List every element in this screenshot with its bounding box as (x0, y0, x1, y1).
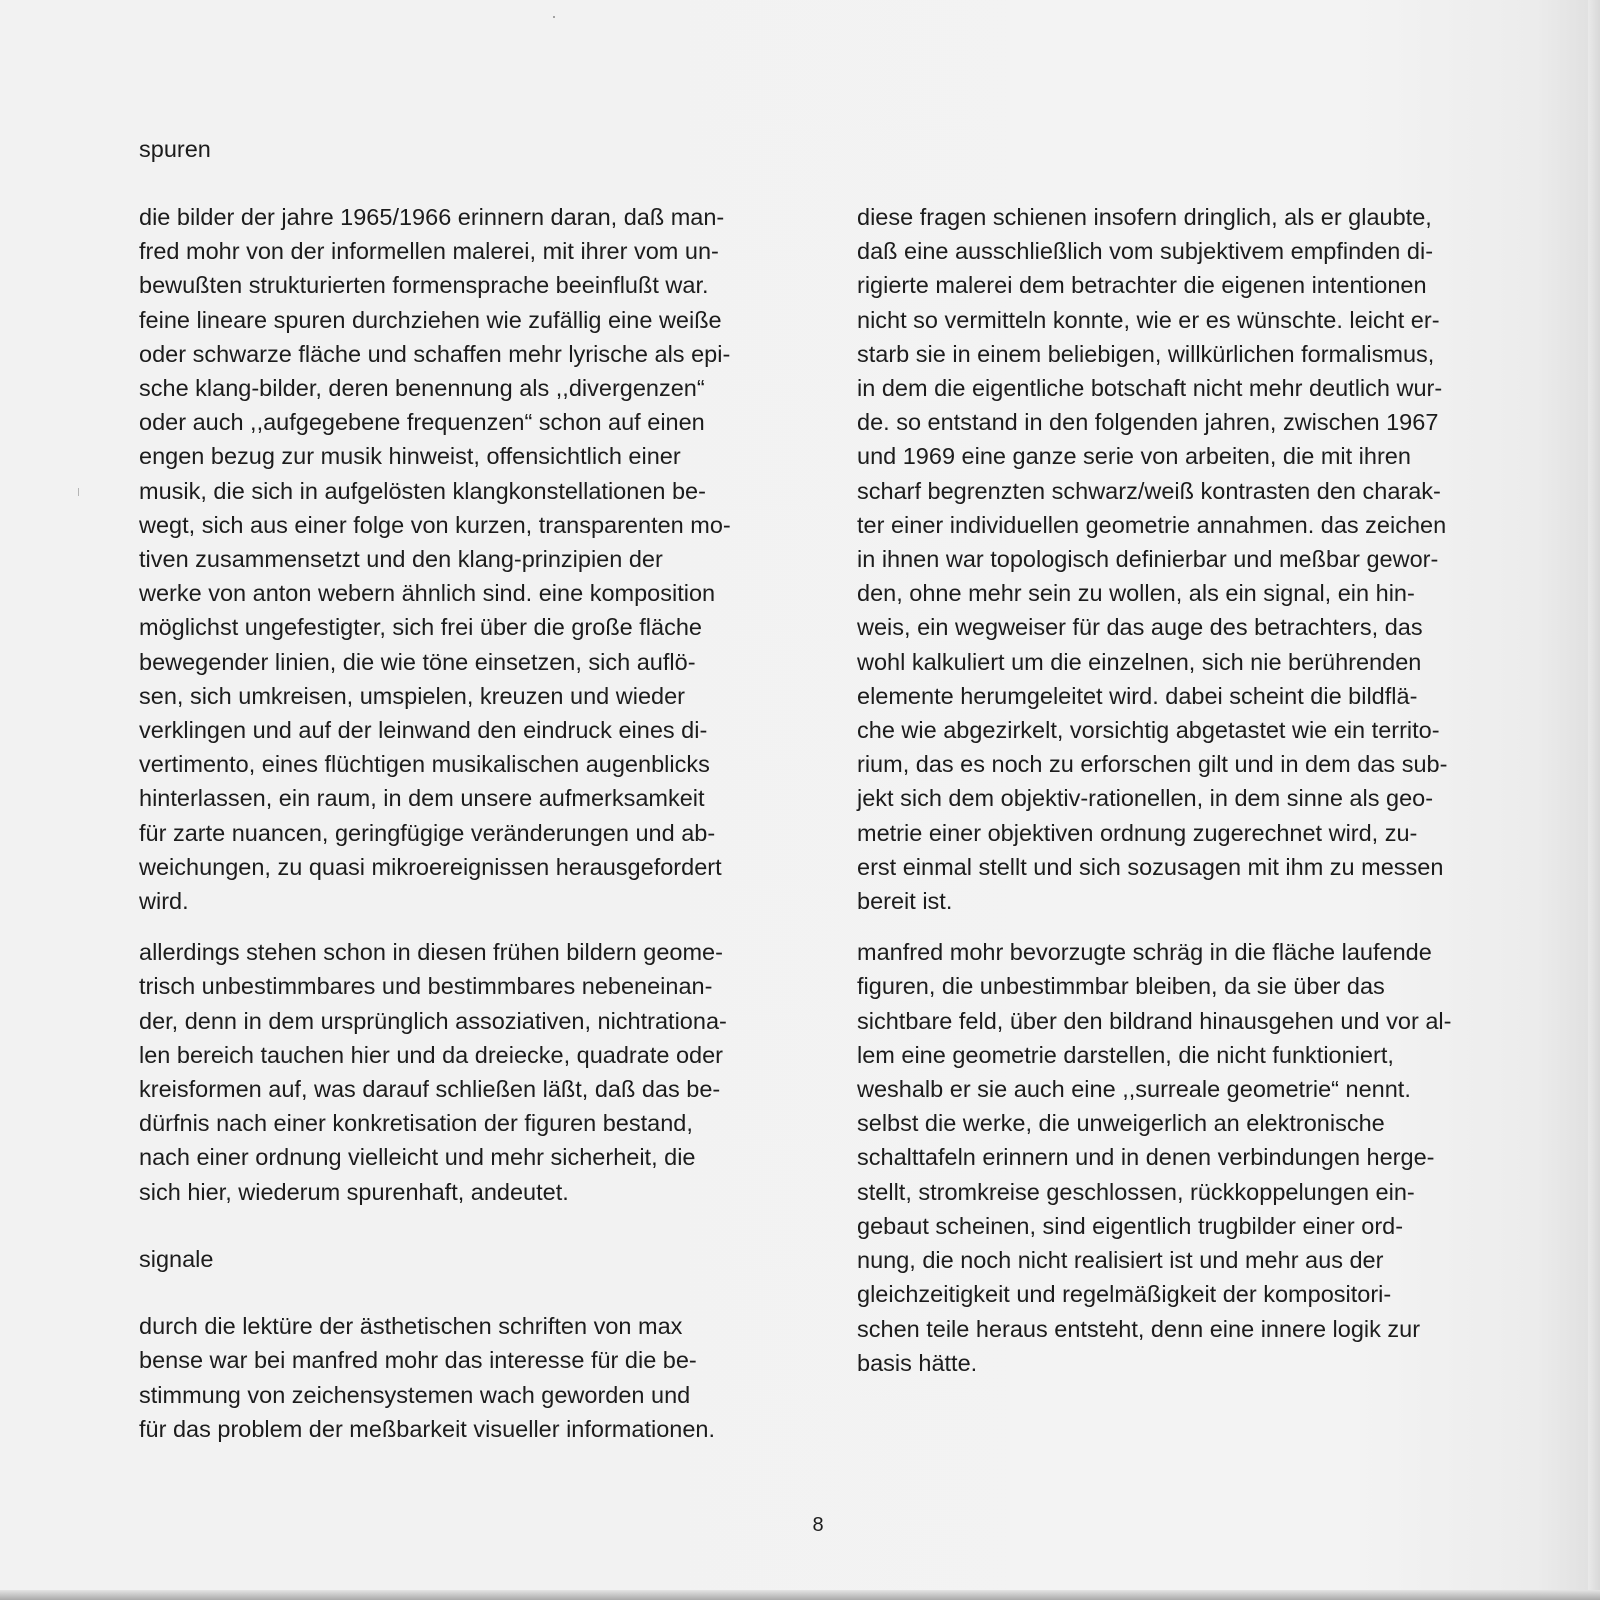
left-column (139, 200, 773, 1446)
paper-speck (78, 488, 79, 496)
section-heading-signale: signale (139, 1245, 214, 1272)
page-edge-right (1588, 0, 1600, 1600)
paragraph: manfred mohr bevorzugte schräg in die fläche laufende figuren, die unbestimmbar bleiben, da sie über das sichtbare feld, über den bildrand hinausgehen und vor al- lem eine geometrie darstellen, die nicht funktioniert, weshalb er sie auch eine ,,surreale geometrie“ nennt. selbst die werke, die unweigerlich an elektronische schalttafeln erinnern und in denen verbindungen herge- stellt, stromkreise geschlossen, rückkoppelungen ein- gebaut scheinen, sind eigentlich trugbilder einer ord- nung, die noch nicht realisiert ist und mehr aus der gleichzeitigkeit und regelmäßigkeit der kompositori- schen teile heraus entsteht, denn eine innere logik zur basis hätte. (857, 939, 1452, 1376)
page-edge-bottom (0, 1590, 1600, 1600)
paragraph: durch die lektüre der ästhetischen schriften von max bense war bei manfred mohr das interesse für die be- stimmung von zeichensystemen wach geworden und für das problem der meßbarkeit visueller informationen. (139, 1313, 716, 1442)
section-heading-spuren: spuren (139, 136, 211, 162)
paragraph: die bilder der jahre 1965/1966 erinnern daran, daß man- fred mohr von der informellen malerei, mit ihrer vom un- bewußten strukturierten formensprache beeinflußt war. feine lineare spuren durchziehen wie zufällig eine weiße oder schwarze fläche und schaffen mehr lyrische als epi- sche klang-bilder, deren benennung als ,,divergenzen“ oder auch ,,aufgegebene frequenzen“ schon auf einen engen bezug zur musik hinweist, offensichtlich einer musik, die sich in aufgelösten klangkonstellationen be- wegt, sich aus einer folge von kurzen, transparenten mo- tiven zusammensetzt und den klang-prinzipien der werke von anton webern ähnlich sind. eine komposition möglichst ungefestigter, sich frei über die große fläche bewegender linien, die wie töne einsetzen, sich auflö- sen, sich umkreisen, umspielen, kreuzen und wieder verklingen und auf der leinwand den eindruck eines di- vertimento, eines flüchtigen musikalischen augenblicks hinterlassen, ein raum, in dem unsere aufmerksamkeit für zarte nuancen, geringfügige veränderungen und ab- weichungen, zu quasi mikroereignissen herausgefordert wird. (139, 204, 731, 915)
paragraph: allerdings stehen schon in diesen frühen bildern geome- trisch unbestimmbares und bestimmbares nebeneinan- der, denn in dem ursprünglich assoziativen, nichtrationa- len bereich tauchen hier und da dreiecke, quadrate oder kreisformen auf, was darauf schließen läßt, daß das be- dürfnis nach einer konkretisation der figuren bestand, nach einer ordnung vielleicht und mehr sicherheit, die sich hier, wiederum spurenhaft, andeutet. (139, 939, 727, 1205)
page-number: 8 (812, 1514, 824, 1536)
paragraph: diese fragen schienen insofern dringlich, als er glaubte, daß eine ausschließlich vom subjektivem empfinden di- rigierte malerei dem betrachter die eigenen intentionen nicht so vermitteln konnte, wie er es wünschte. leicht er- starb sie in einem beliebigen, willkürlichen formalismus, in dem die eigentliche botschaft nicht mehr deutlich wur- de. so entstand in den folgenden jahren, zwischen 1967 und 1969 eine ganze serie von arbeiten, die mit ihren scharf begrenzten schwarz/weiß kontrasten den charak- ter einer individuellen geometrie annahmen. das zeichen in ihnen war topologisch definierbar und meßbar gewor- den, ohne mehr sein zu wollen, als ein signal, ein hin- weis, ein wegweiser für das auge des betrachters, das wohl kalkuliert um die einzelnen, sich nie berührenden elemente herumgeleitet wird. dabei scheint die bildflä- che wie abgezirkelt, vorsichtig abgetastet wie ein territo- rium, das es noch zu erforschen gilt und in dem das sub- jekt sich dem objektiv-rationellen, in dem sinne als geo- metrie einer objektiven ordnung zugerechnet wird, zu- erst einmal stellt und sich sozusagen mit ihm zu messen bereit ist. (857, 204, 1448, 915)
paper-speck (553, 16, 555, 18)
right-column (857, 200, 1489, 1380)
